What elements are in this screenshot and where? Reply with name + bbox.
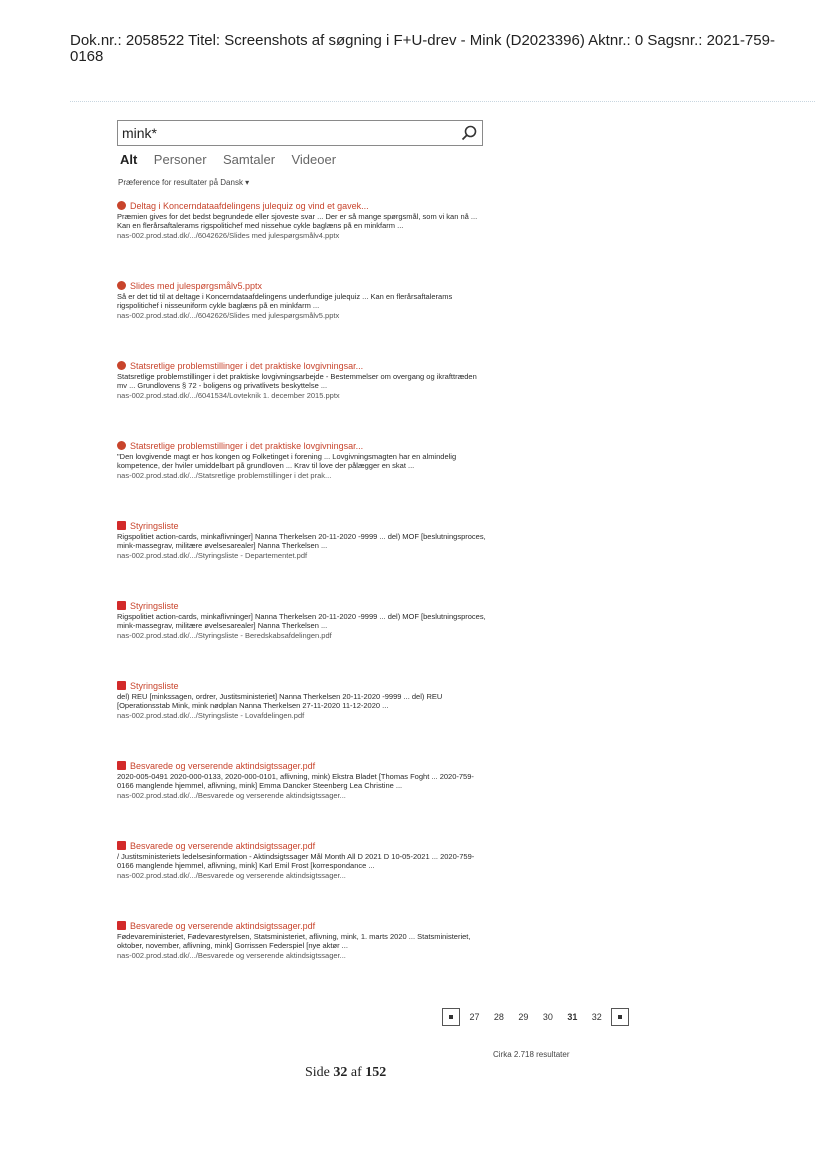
result-title[interactable]: Statsretlige problemstillinger i det praktiske lovgivningsar... [117,440,487,452]
result-url[interactable]: nas-002.prod.stad.dk/.../Styringsliste - Lovafdelingen.pdf [117,711,305,720]
results-list [117,200,487,1000]
result-url[interactable]: nas-002.prod.stad.dk/.../6042626/Slides med julespørgsmålv5.pptx [117,311,340,320]
result-item [117,600,487,680]
result-snippet: del) REU [minkssagen, ordrer, Justitsministeriet] Nanna Therkelsen 20-11-2020 -9999 ... del) REU [Operationsstab Mink, mink nødplan Nanna Therkelsen 27-11-2020 11-12-2020 ... [117,692,443,710]
footer-page-number: 32 [333,1065,348,1080]
result-count: Cirka 2.718 resultater [493,1050,570,1059]
result-title[interactable]: Slides med julespørgsmålv5.pptx [117,280,487,292]
result-snippet: Så er det tid til at deltage i Koncerndataafdelingens underfundige julequiz ... Kan en flerårsaftalerams rigspolitichef i nisseuniform cykle baglæns på en minkfarm ... [117,292,453,310]
footer-prefix: Side [305,1065,330,1080]
search-input[interactable] [122,124,452,142]
language-preference[interactable]: Præference for resultater på Dansk ▾ [118,178,250,187]
result-item [117,920,487,1000]
result-item [117,360,487,440]
result-url[interactable]: nas-002.prod.stad.dk/.../Besvarede og verserende aktindsigtssager... [117,871,346,880]
result-title[interactable]: Deltag i Koncerndataafdelingens julequiz og vind et gavek... [117,200,487,212]
result-snippet: / Justitsministeriets ledelsesinformation - Aktindsigtssager Mål Month All D 2021 D 10-05-2021 ... 2020-759-0166 manglende hjemmel, aflivning, mink] Karl Emil Frost [korrespondance ... [117,852,475,870]
page-link[interactable]: 29 [518,1012,529,1022]
result-title[interactable]: Styringsliste [117,520,487,532]
result-snippet: Rigspolitiet action-cards, minkaflivninger] Nanna Therkelsen 20-11-2020 -9999 ... del) MOF [beslutningsproces, mink-massegrav, militære øvelsesarealer] Nanna Therkelsen ... [117,612,486,630]
result-item [117,760,487,840]
page-link[interactable]: 32 [591,1012,602,1022]
result-url[interactable]: nas-002.prod.stad.dk/.../Statsretlige problemstillinger i det prak... [117,471,332,480]
tab-all[interactable]: Alt [120,152,138,167]
next-page-button[interactable] [611,1008,629,1026]
result-snippet: Fødevareministeriet, Fødevarestyrelsen, Statsministeriet, aflivning, mink, 1. marts 2020 ... Statsministeriet, oktober, november, aflivning, mink] Gorrissen Federspiel [nye aktør ... [117,932,471,950]
footer-page-total: 152 [365,1065,387,1080]
result-item [117,440,487,520]
powerpoint-file-icon [117,201,126,210]
result-snippet: 2020-005-0491 2020-000-0133, 2020-000-0101, aflivning, mink) Ekstra Bladet [Thomas Foght ... 2020-759-0166 manglende hjemmel, aflivning, mink] Emma Dancker Steenberg Lea Christine ... [117,772,474,790]
result-title[interactable]: Besvarede og verserende aktindsigtssager.pdf [117,840,487,852]
pdf-file-icon [117,841,126,850]
document-header: Dok.nr.: 2058522 Titel: Screenshots af søgning i F+U-drev - Mink (D2023396) Aktnr.: 0 Sagsnr.: 2021-759-0168 [70,32,775,65]
pdf-file-icon [117,521,126,530]
powerpoint-file-icon [117,441,126,450]
previous-arrow-icon [449,1015,453,1019]
result-url[interactable]: nas-002.prod.stad.dk/.../Besvarede og verserende aktindsigtssager... [117,791,346,800]
tab-people[interactable]: Personer [153,152,207,167]
result-url[interactable]: nas-002.prod.stad.dk/.../6041534/Lovteknik 1. december 2015.pptx [117,391,340,400]
search-icon[interactable] [460,124,478,142]
result-url[interactable]: nas-002.prod.stad.dk/.../6042626/Slides med julespørgsmålv4.pptx [117,231,340,240]
result-title[interactable]: Styringsliste [117,680,487,692]
result-item [117,520,487,600]
result-url[interactable]: nas-002.prod.stad.dk/.../Styringsliste - Departementet.pdf [117,551,308,560]
result-snippet: Statsretlige problemstillinger i det praktiske lovgivningsarbejde - Bestemmelser om overgang og ikrafttræden mv ... Grundlovens § 72 - boligens og privatlivets beskyttelse ... [117,372,477,390]
powerpoint-file-icon [117,281,126,290]
divider [70,101,815,102]
page-footer [305,1065,386,1081]
result-url[interactable]: nas-002.prod.stad.dk/.../Styringsliste - Beredskabsafdelingen.pdf [117,631,332,640]
search-tabs [120,151,348,167]
tab-conversations[interactable]: Samtaler [223,152,276,167]
result-item [117,840,487,920]
result-snippet: Præmien gives for det bedst begrundede eller sjoveste svar ... Der er så mange spørgsmål, som vi kan nå ... Kan en flerårsaftalerams rigspolitichef med nissehue cykle baglæns på en minkfarm ... [117,212,478,230]
result-snippet: Rigspolitiet action-cards, minkaflivninger] Nanna Therkelsen 20-11-2020 -9999 ... del) MOF [beslutningsproces, mink-massegrav, militære øvelsesarealer] Nanna Therkelsen ... [117,532,486,550]
footer-of: af [350,1065,362,1080]
page-link[interactable]: 30 [542,1012,553,1022]
result-item [117,280,487,360]
result-title[interactable]: Styringsliste [117,600,487,612]
pdf-file-icon [117,681,126,690]
pagination [442,1008,629,1028]
pdf-file-icon [117,921,126,930]
result-title[interactable]: Statsretlige problemstillinger i det praktiske lovgivningsar... [117,360,487,372]
result-title[interactable]: Besvarede og verserende aktindsigtssager.pdf [117,920,487,932]
previous-page-button[interactable] [442,1008,460,1026]
search-box[interactable] [117,120,483,146]
result-snippet: "Den lovgivende magt er hos kongen og Folketinget i forening ... Lovgivningsmagten har en almindelig kompetence, der hviler umiddelbart på grundloven ... Krav til love der pålægger en skat ... [117,452,457,470]
tab-videos[interactable]: Videoer [291,152,337,167]
result-item [117,200,487,280]
result-title[interactable]: Besvarede og verserende aktindsigtssager.pdf [117,760,487,772]
powerpoint-file-icon [117,361,126,370]
page-link[interactable]: 27 [469,1012,480,1022]
pdf-file-icon [117,601,126,610]
page-link[interactable]: 28 [493,1012,504,1022]
result-item [117,680,487,760]
page-link-current[interactable]: 31 [567,1012,578,1022]
next-arrow-icon [618,1015,622,1019]
pdf-file-icon [117,761,126,770]
result-url[interactable]: nas-002.prod.stad.dk/.../Besvarede og verserende aktindsigtssager... [117,951,346,960]
